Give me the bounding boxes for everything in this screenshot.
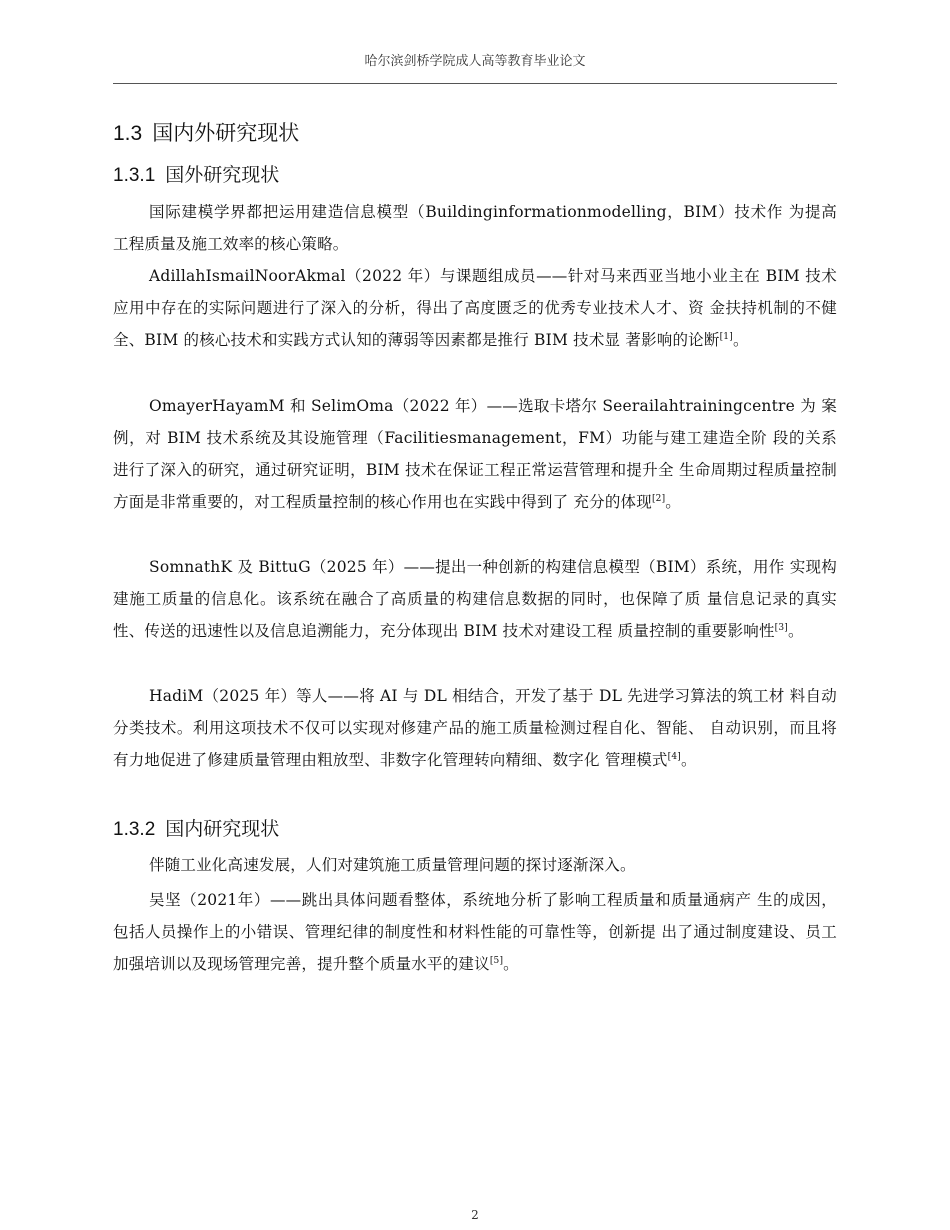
paragraph-text: 吴坚（2021年）——跳出具体问题看整体，系统地分析了影响工程质量和质量通病产 生的成因，包括人员操作上的小错误、管理纪律的制度性和材料性能的可靠性等，创新提 出了通过制度建设、员工加强培训以及现场管理完善，提升整个质量水平的建议: [113, 891, 837, 973]
paragraph-end: 。: [732, 331, 749, 349]
section-title: 国内外研究现状: [152, 121, 300, 145]
citation: [3]: [774, 622, 789, 633]
paragraph-end: 。: [503, 955, 519, 973]
paragraph-text: OmayerHayamM 和 SelimOma（2022 年）——选取卡塔尔 Seerailahtrainingcentre 为 案例，对 BIM 技术系统及其设施管理（Facilitiesmanagement，FM）功能与建工建造全阶 段的关系进行了深入的研究，通过研究证明，BIM 技术在保证工程正常运营管理和提升全 生命周期过程质量控制方面是非常重要的，对工程质量控制的核心作用也在实践中得到了 充分的体现: [113, 397, 837, 511]
subsection-number: 1.3.1: [113, 165, 156, 186]
paragraph-text: AdillahIsmailNoorAkmal（2022 年）与课题组成员——针对马来西亚当地小业主在 BIM 技术应用中存在的实际问题进行了深入的分析，得出了高度匮乏的优秀专业技术人才、资 金扶持机制的不健全、BIM 的核心技术和实践方式认知的薄弱等因素都是推行 BIM 技术显 著影响的论断: [113, 267, 837, 349]
section-heading: [113, 117, 299, 147]
page-number: 2: [471, 1208, 479, 1222]
paragraph-7: [113, 884, 837, 980]
subsection-number: 1.3.2: [113, 819, 156, 840]
running-header: 哈尔滨剑桥学院成人高等教育毕业论文: [364, 54, 586, 69]
paragraph-text: 伴随工业化高速发展，人们对建筑施工质量管理问题的探讨逐渐深入。: [149, 856, 636, 874]
paragraph-2: [113, 260, 837, 356]
subsection-heading-domestic: [113, 814, 279, 841]
subsection-title: 国外研究现状: [165, 164, 280, 186]
paragraph-5: [113, 680, 837, 776]
citation: [1]: [719, 331, 733, 342]
paragraph-end: 。: [665, 493, 681, 511]
paragraph-text: SomnathK 及 BittuG（2025 年）——提出一种创新的构建信息模型（BIM）系统，用作 实现构建施工质量的信息化。该系统在融合了高质量的构建信息数据的同时，也保障了质 量信息记录的真实性、传送的迅速性以及信息追溯能力，充分体现出 BIM 技术对建设工程 质量控制的重要影响性: [113, 558, 837, 640]
citation: [4]: [667, 751, 681, 762]
paragraph-3: [113, 390, 837, 518]
paragraph-end: 。: [788, 622, 804, 640]
subsection-heading-foreign: [113, 160, 279, 187]
paragraph-4: [113, 551, 837, 647]
section-number: 1.3: [113, 122, 143, 145]
paragraph-6: [113, 849, 837, 881]
paragraph-text: HadiM（2025 年）等人——将 AI 与 DL 相结合，开发了基于 DL 先进学习算法的筑工材 料自动分类技术。利用这项技术不仅可以实现对修建产品的施工质量检测过程自化、智能、 自动识别，而且将有力地促进了修建质量管理由粗放型、非数字化管理转向精细、数字化 管理模式: [113, 687, 837, 769]
subsection-title: 国内研究现状: [165, 818, 280, 840]
header-divider: [113, 83, 837, 84]
paragraph-1: [113, 196, 837, 260]
citation: [5]: [489, 955, 504, 966]
paragraph-text: 国际建模学界都把运用建造信息模型（Buildinginformationmodelling，BIM）技术作 为提高工程质量及施工效率的核心策略。: [113, 203, 837, 253]
paragraph-end: 。: [681, 751, 697, 769]
citation: [2]: [651, 493, 666, 504]
